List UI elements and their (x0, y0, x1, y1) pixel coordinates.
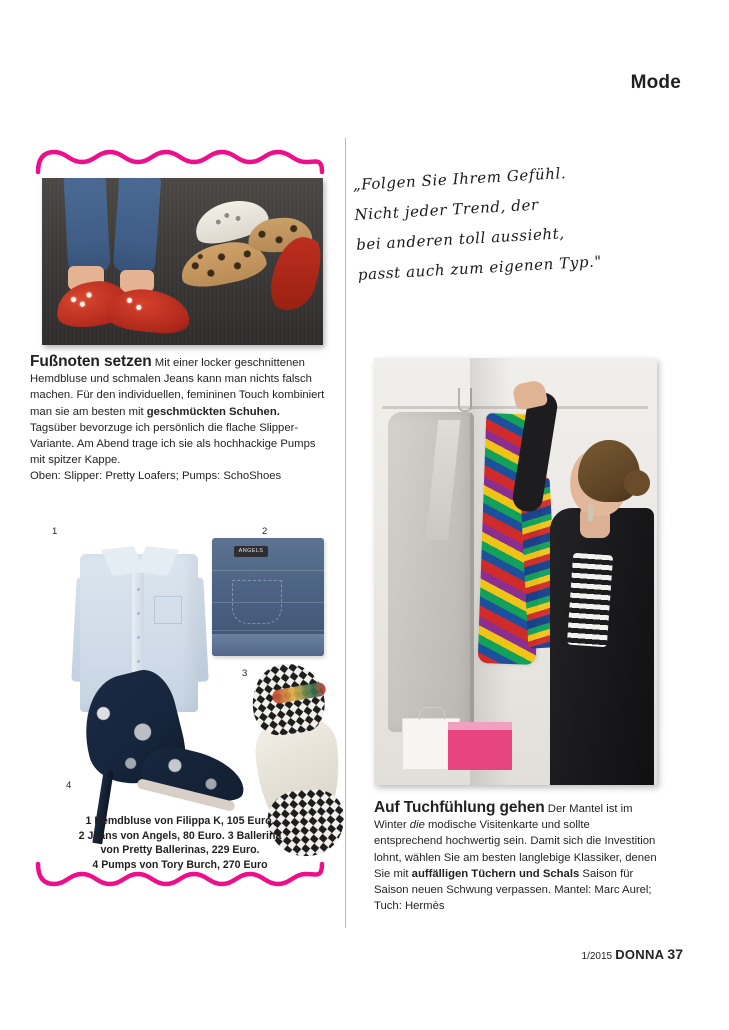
product-number-4: 4 (66, 780, 72, 791)
coat-lapel (426, 420, 461, 540)
left-article-body-1: Mit einer locker geschnittenen Hemdbluse und schmalen Jeans kann man nichts falsch machen. Für den individuellen, femininen Touch kombiniert man sie am besten mit (30, 357, 325, 418)
jeans-leg-right (113, 178, 162, 273)
shopping-bags (402, 704, 522, 770)
model-hair-bun (624, 470, 650, 496)
product-collage (30, 512, 330, 862)
magazine-name: DONNA (615, 947, 665, 962)
jeans-brand-label: ANGELS (234, 546, 268, 557)
product-jeans (212, 538, 324, 656)
product-number-2: 2 (262, 526, 268, 537)
right-article-body-1: Der Mantel ist im Winter (374, 803, 633, 832)
folio (582, 946, 683, 962)
product-caption-line-3: von Pretty Ballerinas, 229 Euro. (100, 844, 260, 857)
right-article-headline: Auf Tuchfühlung gehen (374, 799, 545, 816)
right-article-body-3: Saison für Saison neuen Schwung verpassen. Mantel: Marc Aurel; Tuch: Hermès (374, 867, 652, 913)
pink-shopping-bag (448, 730, 512, 770)
left-article-body-2: Tagsüber bevorzuge ich persönlich die flache Slipper-Variante. Am Abend trage ich sie als hochhackige Pumps mit spitzer Kappe. (30, 421, 316, 467)
right-article-body-2: modische Visitenkarte und sollte entsprechend hochwertig sein. Damit sich die Investition lohnt, wählen Sie am besten langlebige Klassiker, denen Sie mit (374, 819, 657, 880)
page-number: 37 (667, 946, 683, 962)
shirt-pocket (154, 596, 182, 624)
handwritten-quote-text: „Folgen Sie Ihrem Gefühl. Nicht jeder Trend, der bei anderen toll aussieht, passt auch zum eigenen Typ." (352, 164, 603, 284)
page-rubric: Mode (630, 72, 681, 93)
right-article-text (374, 800, 660, 914)
left-article-text (30, 354, 326, 485)
photo-woman-with-scarves (374, 358, 657, 785)
photo-shoes-on-carpet (42, 178, 323, 345)
left-article-body-bold: geschmückten Schuhen. (146, 405, 280, 418)
product-number-3: 3 (242, 668, 248, 679)
left-article-headline: Fußnoten setzen (30, 353, 152, 370)
right-article-body-bold: auffälligen Tüchern und Schals (411, 867, 580, 880)
product-caption-line-1: 1 Hemdbluse von Filippa K, 105 Euro. (85, 815, 275, 827)
decorative-bracket-bottom-icon (36, 862, 324, 888)
coat-rail (382, 406, 648, 409)
decorative-bracket-top-icon (36, 148, 324, 174)
product-caption-line-2: 2 Jeans von Angels, 80 Euro. 3 Ballerina (78, 829, 282, 842)
jeans-folded-hem (212, 634, 324, 656)
left-article-credit: Oben: Slipper: Pretty Loafers; Pumps: SchoShoes (30, 470, 282, 483)
handwritten-quote (352, 164, 682, 320)
model-earring (588, 504, 593, 522)
grey-wool-coat (388, 412, 474, 732)
jeans-leg-left (64, 178, 111, 273)
striped-top (567, 553, 613, 648)
right-article-body-italic: die (409, 819, 425, 832)
issue-number: 1/2015 (581, 951, 613, 962)
product-caption-line-4: 4 Pumps von Tory Burch, 270 Euro (92, 858, 268, 871)
product-number-1: 1 (52, 526, 58, 537)
